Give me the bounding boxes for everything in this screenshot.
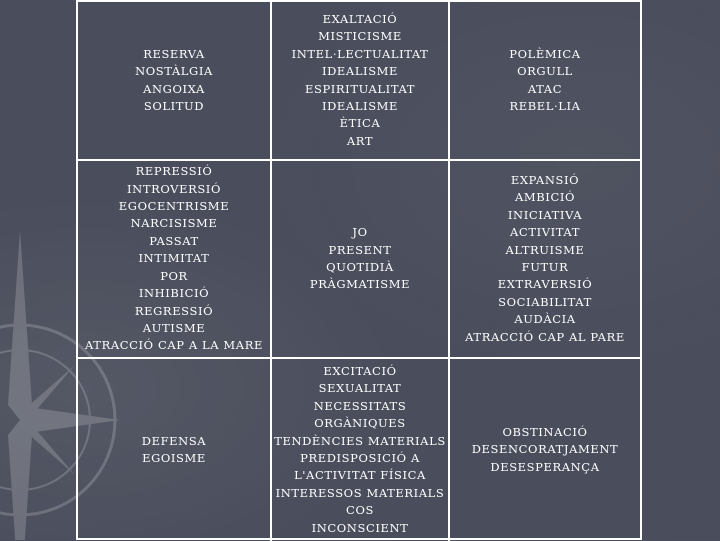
- trait-label: PRÀGMATISME: [309, 277, 411, 292]
- trait-label: EGOCENTRISME: [118, 199, 230, 214]
- trait-label: COS: [346, 503, 374, 518]
- trait-label: EXPANSIÓ: [510, 172, 580, 187]
- cell-bottom-left: [78, 359, 272, 541]
- trait-label: IDEALISME: [321, 98, 399, 113]
- cell-top-left: [78, 2, 272, 161]
- trait-label: SOCIABILITAT: [498, 294, 592, 309]
- trait-label: PRESENT: [328, 242, 392, 257]
- trait-label: JO: [352, 225, 368, 240]
- trait-label: RESERVA: [143, 46, 205, 61]
- trait-label: ANGOIXA: [143, 81, 205, 96]
- trait-label: QUOTIDIÀ: [326, 260, 394, 274]
- trait-label: NECESSITATS: [313, 398, 407, 413]
- cell-middle-left: [78, 161, 272, 359]
- trait-label: PREDISPOSICIÓ A: [300, 451, 420, 466]
- trait-label: ACTIVITAT: [510, 225, 580, 240]
- trait-label: INTERESSOS MATERIALS: [275, 485, 445, 500]
- trait-label: EXTRAVERSIÓ: [497, 277, 593, 292]
- trait-label: IDEALISME: [321, 64, 399, 79]
- trait-label: EXCITACIÓ: [323, 364, 397, 378]
- trait-label: TENDÈNCIES MATERIALS: [274, 433, 446, 448]
- cell-center: [272, 161, 450, 359]
- trait-label: REBEL·LIA: [509, 98, 581, 113]
- trait-label: ORGÀNIQUES: [314, 416, 406, 431]
- trait-label: REPRESSIÓ: [135, 164, 213, 179]
- trait-label: AUDÀCIA: [514, 312, 576, 327]
- trait-label: INCONSCIENT: [311, 520, 409, 535]
- trait-label: DESESPERANÇA: [490, 459, 600, 474]
- trait-label: ATRACCIÓ CAP AL PARE: [465, 329, 625, 344]
- trait-label: ATAC: [527, 81, 563, 96]
- trait-label: AUTISME: [142, 320, 206, 335]
- cell-top-right: [450, 2, 640, 161]
- trait-label: ALTRUISME: [505, 242, 585, 257]
- trait-label: INTROVERSIÓ: [127, 181, 221, 196]
- trait-label: DESENCORATJAMENT: [471, 442, 619, 457]
- trait-label: INICIATIVA: [507, 207, 583, 222]
- trait-label: L'ACTIVITAT FÍSICA: [294, 468, 426, 483]
- trait-label: ATRACCIÓ CAP A LA MARE: [85, 338, 263, 353]
- trait-label: ART: [346, 133, 374, 148]
- trait-label: AMBICIÓ: [514, 190, 576, 205]
- trait-label: DEFENSA: [141, 433, 207, 448]
- trait-label: OBSTINACIÓ: [502, 424, 588, 439]
- trait-label: EGOISME: [142, 451, 206, 466]
- trait-label: EXALTACIÓ: [322, 11, 398, 26]
- trait-label: INTEL·LECTUALITAT: [291, 46, 429, 61]
- trait-label: REGRESSIÓ: [134, 303, 214, 318]
- trait-label: ORGULL: [517, 64, 573, 79]
- cell-middle-right: [450, 161, 640, 359]
- trait-label: POLÈMICA: [509, 46, 581, 61]
- trait-label: PASSAT: [149, 233, 199, 248]
- trait-label: FUTUR: [521, 260, 569, 274]
- cell-top-center: [272, 2, 450, 161]
- trait-label: MISTICISME: [318, 29, 402, 44]
- trait-label: NOSTÀLGIA: [135, 64, 213, 79]
- trait-label: INTIMITAT: [138, 251, 210, 266]
- trait-label: ESPIRITUALITAT: [304, 81, 416, 96]
- trait-label: SEXUALITAT: [318, 381, 402, 396]
- trait-label: POR: [160, 268, 188, 283]
- trait-label: INHIBICIÓ: [138, 286, 210, 301]
- trait-label: ÈTICA: [339, 116, 381, 131]
- personality-traits-grid: [76, 0, 642, 540]
- trait-label: SOLITUD: [143, 98, 205, 113]
- cell-bottom-center: [272, 359, 450, 541]
- trait-label: NARCISISME: [130, 216, 218, 231]
- cell-bottom-right: [450, 359, 640, 541]
